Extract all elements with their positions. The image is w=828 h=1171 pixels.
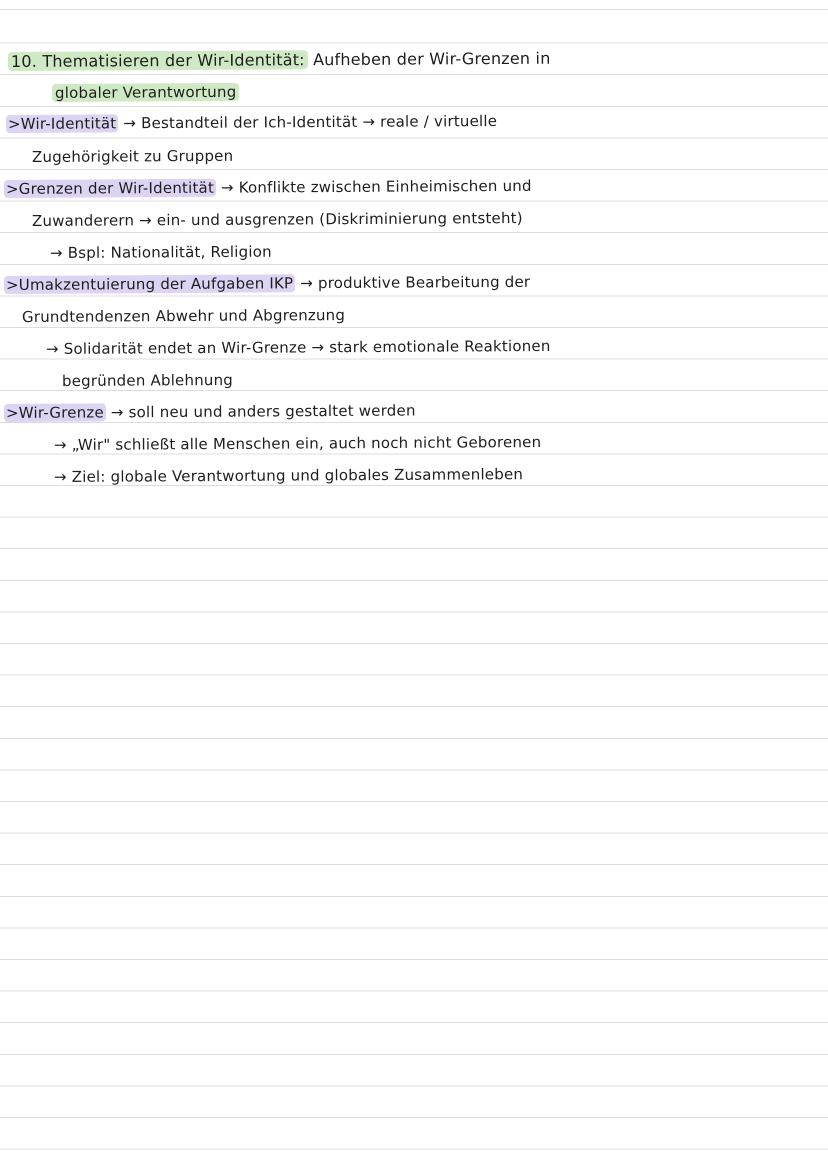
note-line-5	[4, 177, 532, 198]
note-line-12	[4, 401, 416, 422]
note-line-12-rest: → soll neu und anders gestaltet werden	[105, 401, 416, 422]
note-line-8	[4, 273, 530, 294]
note-line-4: Zugehörigkeit zu Gruppen	[31, 146, 234, 166]
heading-part-1: 10. Thematisieren der Wir-Identität:	[10, 50, 305, 71]
keyword-wir-grenze: >Wir-Grenze	[5, 403, 104, 422]
heading-line-1	[8, 49, 551, 71]
note-line-6: Zuwanderern → ein- und ausgrenzen (Diskriminierung entsteht)	[31, 209, 523, 230]
note-line-10: → Solidarität endet an Wir-Grenze → stark emotionale Reaktionen	[45, 336, 551, 358]
note-line-3-rest: → Bestandteil der Ich-Identität → reale / virtuelle	[118, 111, 498, 133]
note-line-8-rest: → produktive Bearbeitung der	[295, 272, 531, 293]
heading-highlight	[8, 50, 308, 71]
note-line-14: → Ziel: globale Verantwortung und globales Zusammenleben	[53, 465, 524, 486]
note-line-13: → „Wir" schließt alle Menschen ein, auch noch nicht Geborenen	[53, 433, 542, 454]
note-line-7: → Bspl: Nationalität, Religion	[49, 242, 272, 262]
heading-line-2	[52, 83, 240, 102]
keyword-umakzentuierung: >Umakzentuierung der Aufgaben IKP	[5, 274, 294, 294]
note-line-9: Grundtendenzen Abwehr und Abgrenzung	[21, 306, 346, 326]
note-line-11: begründen Ablehnung	[61, 370, 234, 390]
keyword-grenzen: >Grenzen der Wir-Identität	[5, 178, 215, 198]
heading-highlight-2: globaler Verantwortung	[52, 83, 240, 102]
note-line-3	[6, 112, 497, 133]
keyword-wir-identitaet: >Wir-Identität	[7, 114, 117, 133]
note-line-5-rest: → Konflikte zwischen Einheimischen und	[215, 176, 532, 197]
heading-part-2: Aufheben der Wir-Grenzen in	[307, 48, 551, 70]
